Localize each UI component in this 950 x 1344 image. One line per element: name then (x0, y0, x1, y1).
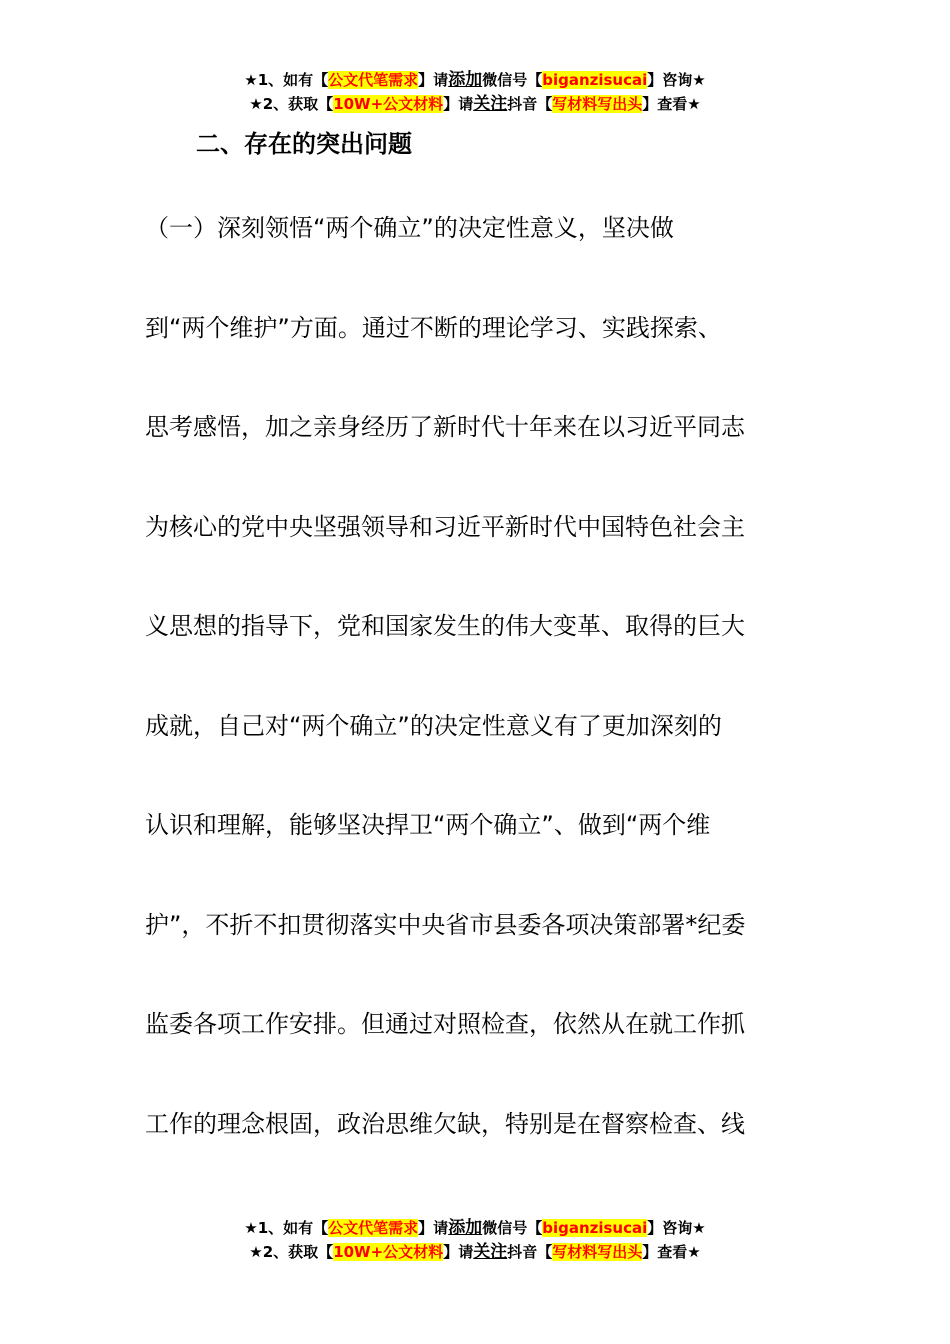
banner-text: 】咨询★ (647, 1219, 706, 1237)
body-line: 为核心的党中央坚强领导和习近平新时代中国特色社会主 (145, 513, 745, 541)
banner-text: 抖音【 (507, 1243, 553, 1261)
banner-emphasis: 添加 (448, 1218, 483, 1238)
banner-text: 】查看★ (642, 95, 701, 113)
banner-emphasis: 添加 (448, 70, 483, 90)
body-line: 思考感悟，加之亲身经历了新时代十年来在以习近平同志 (145, 413, 745, 441)
banner-text: 】咨询★ (647, 71, 706, 89)
banner-text: 抖音【 (507, 95, 553, 113)
header-banner (0, 68, 950, 116)
body-line: 成就，自己对“两个确立”的决定性意义有了更加深刻的 (145, 712, 722, 740)
banner-text: 微信号【 (482, 71, 543, 89)
banner-highlight: 10W+公文材料 (333, 95, 444, 113)
banner-highlight: biganzisucai (542, 71, 648, 89)
body-line: 护”，不折不扣贯彻落实中央省市县委各项决策部署*纪委 (145, 911, 746, 939)
banner-text: 微信号【 (482, 1219, 543, 1237)
section-title: 二、存在的突出问题 (196, 130, 412, 158)
body-line: （一）深刻领悟“两个确立”的决定性意义，坚决做 (145, 214, 674, 242)
footer-banner (0, 1216, 950, 1264)
banner-text: 】请 (443, 1243, 474, 1261)
banner-highlight: 公文代笔需求 (328, 1219, 419, 1237)
banner-line-1 (0, 68, 950, 92)
body-line: 义思想的指导下，党和国家发生的伟大变革、取得的巨大 (145, 612, 745, 640)
banner-text: ★1、如有【 (244, 1219, 329, 1237)
banner-line-2 (0, 1240, 950, 1264)
banner-highlight: biganzisucai (542, 1219, 648, 1237)
banner-text: ★2、获取【 (249, 95, 334, 113)
banner-text: 】请 (418, 1219, 449, 1237)
banner-highlight: 写材料写出头 (552, 95, 643, 113)
banner-highlight: 10W+公文材料 (333, 1243, 444, 1261)
banner-highlight: 写材料写出头 (552, 1243, 643, 1261)
body-line: 监委各项工作安排。但通过对照检查，依然从在就工作抓 (145, 1010, 745, 1038)
banner-text: ★2、获取【 (249, 1243, 334, 1261)
body-line: 工作的理念根固，政治思维欠缺，特别是在督察检查、线 (145, 1110, 745, 1138)
body-line: 到“两个维护”方面。通过不断的理论学习、实践探索、 (145, 314, 722, 342)
banner-line-1 (0, 1216, 950, 1240)
banner-text: ★1、如有【 (244, 71, 329, 89)
banner-emphasis: 关注 (473, 94, 508, 114)
body-line: 认识和理解，能够坚决捍卫“两个确立”、做到“两个维 (145, 811, 711, 839)
banner-text: 】请 (418, 71, 449, 89)
banner-text: 】查看★ (642, 1243, 701, 1261)
banner-line-2 (0, 92, 950, 116)
banner-highlight: 公文代笔需求 (328, 71, 419, 89)
banner-emphasis: 关注 (473, 1242, 508, 1262)
banner-text: 】请 (443, 95, 474, 113)
